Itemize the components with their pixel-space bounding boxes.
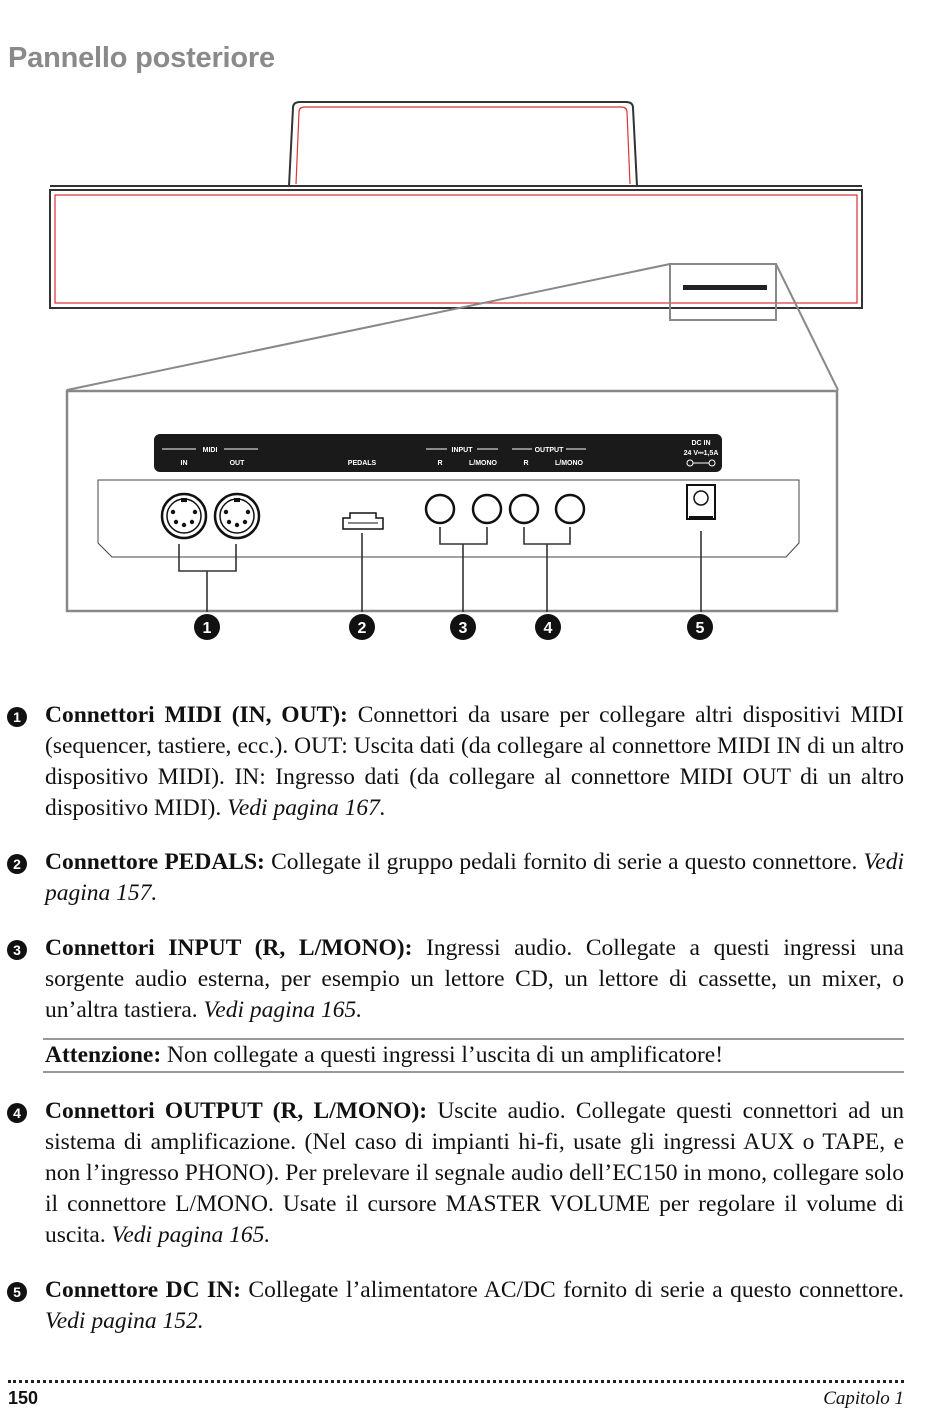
keyboard-body bbox=[50, 186, 862, 308]
item-number-badge: 2 bbox=[7, 854, 27, 874]
page-reference: Vedi pagina 165. bbox=[203, 996, 363, 1023]
music-stand bbox=[289, 102, 637, 186]
item-text: Collegate l’alimentatore AC/DC fornito di serie a questo connettore. bbox=[240, 1276, 904, 1303]
callout-3 bbox=[450, 614, 476, 640]
label-input-lmono: L/MONO bbox=[469, 460, 497, 467]
item-text: Ingressi audio. Collegate a questi ingressi una sorgente audio esterna, per esempio un lettore CD, un lettore di cassette, un mixer, o un’altra tastiera. bbox=[45, 934, 904, 1023]
description-input bbox=[0, 933, 950, 1026]
description-output bbox=[0, 1096, 950, 1251]
callout-2 bbox=[349, 614, 375, 640]
label-input: INPUT bbox=[451, 447, 473, 454]
dcin-jack bbox=[687, 485, 715, 519]
item-text: Collegate il gruppo pedali fornito di serie a questo connettore. bbox=[264, 849, 864, 875]
description-midi bbox=[0, 700, 950, 824]
label-input-r: R bbox=[437, 460, 443, 467]
warning-text: Non collegate a questi ingressi l’uscita di un amplificatore! bbox=[161, 1041, 724, 1068]
output-r-jack bbox=[510, 495, 538, 523]
rear-panel-diagram bbox=[0, 0, 950, 660]
page-reference: Vedi pagina 167. bbox=[227, 794, 386, 821]
midi-in-connector bbox=[162, 494, 206, 538]
callout-5 bbox=[687, 614, 713, 640]
page-title: Pannello posteriore bbox=[8, 42, 275, 74]
item-term: Connettori OUTPUT (R, L/MONO): bbox=[45, 1098, 428, 1124]
warning-note bbox=[43, 1038, 904, 1073]
item-number-badge: 4 bbox=[7, 1103, 27, 1123]
page-reference: Vedi pagina 152. bbox=[45, 1307, 204, 1334]
svg-text:5: 5 bbox=[695, 620, 705, 637]
label-output-lmono: L/MONO bbox=[555, 460, 583, 467]
item-term: Connettore PEDALS: bbox=[45, 849, 265, 875]
item-text: Uscite audio. Collegate questi connettori ad un sistema di amplificazione. (Nel caso di impianti hi-fi, usate gli ingressi AUX o TAPE, e non l’ingresso PHONO). Per prelevare il segnale audio dell’EC150 in mono, collegare solo il connettore L/MONO. Usate il cursore MASTER VOLUME per regolare il volume di uscita. bbox=[45, 1098, 904, 1248]
label-midi-in: IN bbox=[180, 460, 188, 467]
footer-divider bbox=[8, 1380, 904, 1383]
svg-text:3: 3 bbox=[458, 620, 468, 637]
page-reference: Vedi pagina 165. bbox=[111, 1222, 271, 1248]
item-number-badge: 3 bbox=[7, 940, 27, 960]
svg-text:1: 1 bbox=[202, 620, 212, 637]
label-midi-out: OUT bbox=[229, 460, 245, 467]
midi-out-connector bbox=[215, 494, 259, 538]
warning-term: Attenzione: bbox=[45, 1041, 162, 1068]
svg-text:4: 4 bbox=[543, 620, 553, 637]
label-midi: MIDI bbox=[202, 447, 218, 454]
item-number-badge: 1 bbox=[7, 707, 27, 727]
item-term: Connettori INPUT (R, L/MONO): bbox=[45, 934, 413, 961]
chapter-label: Capitolo 1 bbox=[823, 1388, 904, 1409]
item-term: Connettori MIDI (IN, OUT): bbox=[45, 701, 348, 728]
label-dcin: DC IN bbox=[691, 440, 711, 447]
page-reference: Vedi pagina 157. bbox=[45, 849, 905, 906]
svg-text:2: 2 bbox=[357, 620, 367, 637]
page-number: 150 bbox=[8, 1388, 39, 1408]
connector-descriptions bbox=[0, 676, 950, 1349]
item-term: Connettore DC IN: bbox=[45, 1276, 241, 1303]
input-lmono-jack bbox=[473, 495, 501, 523]
output-lmono-jack bbox=[556, 495, 584, 523]
item-number-badge: 5 bbox=[7, 1282, 27, 1302]
description-dcin bbox=[0, 1275, 950, 1337]
label-strip bbox=[154, 434, 722, 472]
label-output-r: R bbox=[523, 460, 529, 467]
input-r-jack bbox=[426, 495, 454, 523]
callout-1 bbox=[194, 614, 220, 640]
label-dcin-rating: 24 V⎓1,5A bbox=[683, 450, 719, 457]
callout-4 bbox=[535, 614, 561, 640]
item-text: Connettori da usare per collegare altri dispositivi MIDI (sequencer, tastiere, ecc.). OUT: Uscita dati (da collegare al connettore MIDI IN di un altro dispositivo MIDI). IN: Ingresso dati (da collegare al connettore MIDI OUT di un altro dispositivo MIDI). bbox=[45, 701, 904, 821]
description-pedals bbox=[0, 847, 950, 909]
label-output: OUTPUT bbox=[534, 447, 564, 454]
label-pedals: PEDALS bbox=[347, 460, 377, 467]
